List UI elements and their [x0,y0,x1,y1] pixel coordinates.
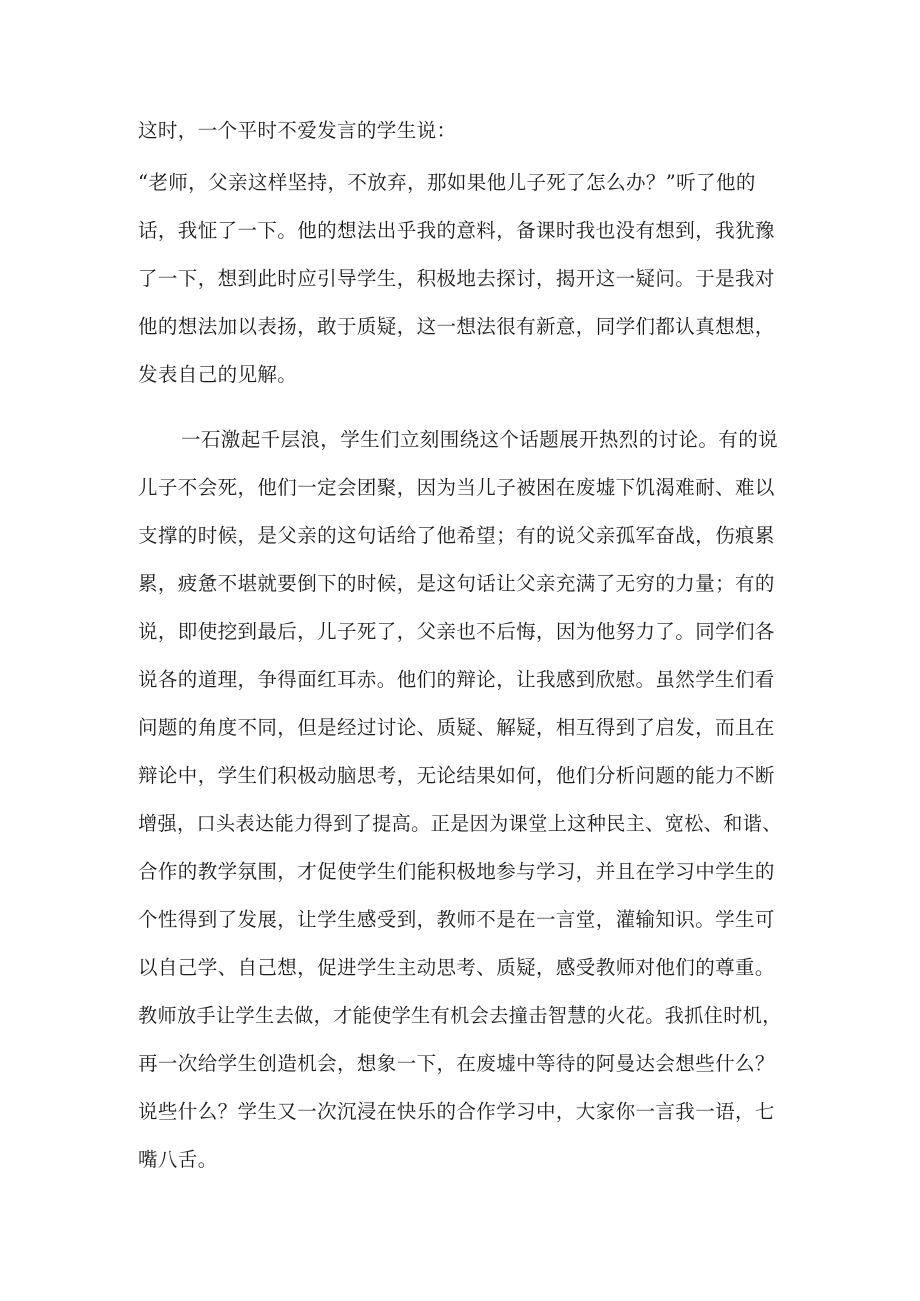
paragraph-line: 个性得到了发展，让学生感受到，教师不是在一言堂，灌输知识。学生可 [138,908,775,931]
paragraph-line: 了一下，想到此时应引导学生，积极地去探讨，揭开这一疑问。于是我对 [138,267,775,290]
paragraph-line: “老师，父亲这样坚持，不放弃，那如果他儿子死了怎么办？”听了他的 [138,171,756,194]
paragraph-line: 辩论中，学生们积极动脑思考，无论结果如何，他们分析问题的能力不断 [138,764,775,787]
paragraph-line: 儿子不会死，他们一定会团聚，因为当儿子被困在废墟下饥渴难耐、难以 [138,476,775,499]
paragraph-line: 这时，一个平时不爱发言的学生说： [138,119,457,142]
paragraph-line: 再一次给学生创造机会，想象一下，在废墟中等待的阿曼达会想些什么？ [138,1052,775,1075]
paragraph-line: 问题的角度不同，但是经过讨论、质疑、解疑，相互得到了启发，而且在 [138,716,775,739]
paragraph-line: 支撑的时候，是父亲的这句话给了他希望；有的说父亲孤军奋战，伤痕累 [138,524,775,547]
paragraph-line: 发表自己的见解。 [138,363,298,386]
paragraph-line: 以自己学、自己想，促进学生主动思考、质疑，感受教师对他们的尊重。 [138,956,775,979]
paragraph-line: 说，即使挖到最后，儿子死了，父亲也不后悔，因为他努力了。同学们各 [138,620,775,643]
paragraph-line: 一石激起千层浪，学生们立刻围绕这个话题展开热烈的讨论。有的说 [181,428,779,451]
paragraph-line: 话，我怔了一下。他的想法出乎我的意料，备课时我也没有想到，我犹豫 [138,219,775,242]
paragraph-line: 教师放手让学生去做，才能使学生有机会去撞击智慧的火花。我抓住时机， [138,1004,782,1027]
paragraph-line: 增强，口头表达能力得到了提高。正是因为课堂上这种民主、宽松、和谐、 [138,812,782,835]
paragraph-line: 说各的道理，争得面红耳赤。他们的辩论，让我感到欣慰。虽然学生们看 [138,668,775,691]
paragraph-line: 合作的教学氛围，才促使学生们能积极地参与学习，并且在学习中学生的 [138,860,775,883]
paragraph-line: 他的想法加以表扬，敢于质疑，这一想法很有新意，同学们都认真想想， [138,315,775,338]
paragraph-line: 累，疲惫不堪就要倒下的时候，是这句话让父亲充满了无穷的力量；有的 [138,572,775,595]
paragraph-line: 说些什么？学生又一次沉浸在快乐的合作学习中，大家你一言我一语，七 [138,1100,775,1123]
paragraph-line: 嘴八舌。 [138,1148,218,1171]
